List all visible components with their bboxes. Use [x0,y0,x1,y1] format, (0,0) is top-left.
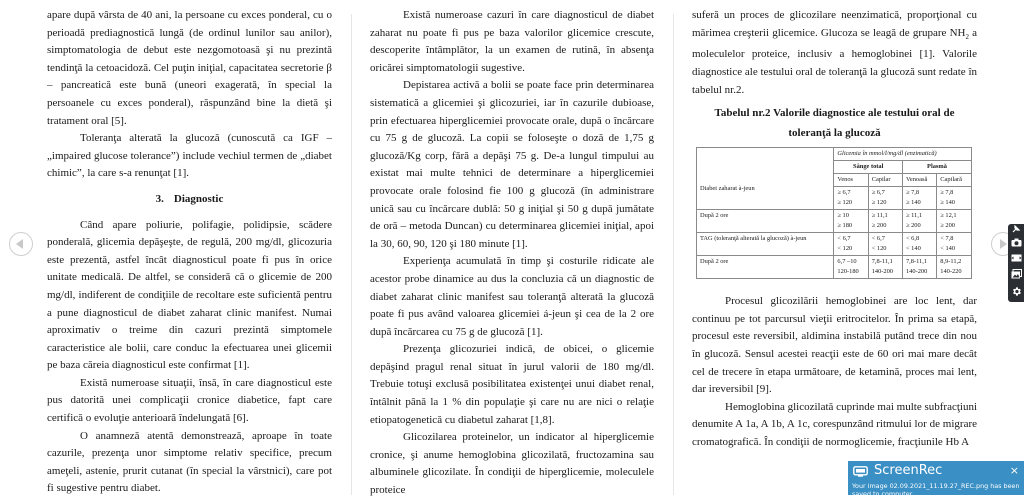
table-sub-header: Capilară [937,174,972,187]
paragraph: Există numeroase situaţii, însă, în care diagnosticul este pus datorită unei complicaţii cronice diabetice, fapt care certifică o evoluţie anterioară îndelungată [6]. [47,376,332,425]
section-number: 3. [155,192,164,205]
toast-title: ScreenRec [874,463,943,478]
paragraph: Experienţa acumulată în timp şi costurile ridicate ale acestor probe dinamice au dus la concluzia că un diagnostic de diabet zaharat clinic manifest sau toleranţă alterată la glucoză poate fi pus având valoarea glicemiei á-jeun şi cea de la 2 ore după încărcarea cu 75 g de glucoză [1]. [370,255,654,338]
document-column-2 [370,7,654,502]
table-cell: ≥ 6,7 ≥ 120 [868,187,902,210]
paragraph: suferă un proces de glicozilare neenzimatică, proporţional cu mărimea creşterii glicemice. Glucoza se leagă de grupare $NH_2$ a moleculelor proteice, inclusiv a hemoglobinei [1]. Valorile diagnostice ale testului oral de toleranţă la glucoză sunt redate în tabelul nr.2. [692,9,977,96]
camera-icon[interactable] [1008,235,1024,249]
page-divider [351,14,352,495]
video-icon[interactable] [1008,251,1024,265]
table-sub-header: Venos [834,174,868,187]
table-cell: ≥ 11,1 ≥ 200 [902,210,936,233]
table-cell: ≥ 6,7 ≥ 120 [834,187,868,210]
table-sub-header: Capilar [868,174,902,187]
previous-page-button[interactable] [9,232,33,256]
paragraph: O anamneză atentă demonstrează, aproape în toate cazurile, prezenţa unor simptome relativ specifice, precum ameţeli, astenie, prurit cutanat (în special la vârstnici), care pot fi sugestive pentru diabet. [47,429,332,495]
paragraph: Prezenţa glicozuriei indică, de obicei, o glicemie depăşind pragul renal situat în jurul valorii de 180 mg/dl. Trebuie totuşi exclusă posibilitatea existenţei unui diabet renal, întâlnit până la 1 % din populaţie şi care nu are nici o relaţie etiopatogenetică cu diabetul zaharat [1,8]. [370,343,654,426]
table-row-label: După 2 ore [697,256,834,279]
table-row-label: Diabet zaharat à-jeun [697,148,834,210]
close-icon[interactable]: × [1009,464,1019,477]
gear-icon[interactable] [1008,284,1024,298]
paragraph: apare după vârsta de 40 ani, la persoane cu exces ponderal, cu o perioadă prediagnostică lungă (de ordinul lunilor sau anilor), simptomatologia de debut este nezgomotoasă şi nu prezintă tendinţă la cetoacidoză. Cel puţin iniţial, capacitatea secretorie β – pancreatică este bună (uneori exagerată, în special la persoanele cu exces ponderal), răspunzând bine la dietă şi tratament oral [5]. [47,9,332,127]
table-cell: ≥ 12,1 ≥ 200 [937,210,972,233]
table-row [697,233,972,256]
section-title: Diagnostic [173,192,224,205]
table-cell: 6,7 –10 120-180 [834,256,868,279]
table-sub-header: Venoasă [902,174,936,187]
pin-icon[interactable] [1008,224,1024,234]
monitor-icon [853,466,868,477]
table-cell: ≥ 10 ≥ 180 [834,210,868,233]
paragraph: Există numeroase cazuri în care diagnosticul de diabet zaharat nu poate fi pus pe baza valorilor glicemice crescute, descoperite întâmplător, la un examen de rutină, în absenţa oricărei simptomatologii sugestive. [370,9,654,74]
table-row [697,256,972,279]
section-heading [47,191,332,209]
table-cell: < 7,8 < 140 [937,233,972,256]
table-cell: < 6,7 < 120 [868,233,902,256]
table-header-caption: Glicemia în mmol/l/mg/dl (enzimatică) [834,148,972,161]
table-cell: < 6,7 < 120 [834,233,868,256]
screenrec-notification[interactable] [848,461,1024,498]
table-cell: 8,9-11,2 140-220 [937,256,972,279]
table-row-label: TAG (toleranţă alterată la glucoză) à-jeun [697,233,834,256]
table-cell: 7,8-11,1 140-200 [902,256,936,279]
table-row [697,210,972,233]
page-divider [673,14,674,495]
paragraph: Toleranţa alterată la glucoză (cunoscută ca IGF – „impaired glucose tolerance”) include vechiul termen de „diabet chimic”, la care s-a renunţat [1]. [47,132,332,180]
table-group-header: Sânge total [834,161,903,174]
paragraph: Hemoglobina glicozilată cuprinde mai multe subfracţiuni denumite A 1a, A 1b, A 1c, corespunzând ritmului lor de migrare cromatografică. În condiţii de normoglicemie, fracţiunile Hb A [692,400,977,448]
paragraph: Când apare poliurie, polifagie, polidipsie, scădere ponderală, glicemia depăşeşte, de regulă, 200 mg/dl, glicozuria este prezentă, astfel încât diagnosticul poate fi pus în orice unitate medicală. De altfel, se consideră că o glicemie de 200 mg/dl, indiferent de condiţiile de recoltare este suficientă pentru a pune diagnosticul de diabet zaharat clinic manifest. Numai aproximativ o treime din cazuri prezintă simptomele caracteristice ale bolii, care conduc la efectuarea unei glicemii pe baza căreia diagnosticul este confirmat [1]. [47,218,332,372]
gallery-icon[interactable] [1008,267,1024,281]
paragraph: Glicozilarea proteinelor, un indicator al hiperglicemie cronice, şi anume hemoglobina glicozilată, fructozamina sau albuminele glicozilate. În condiţii de hiperglicemie, moleculele proteice [370,431,654,497]
paragraph: Depistarea activă a bolii se poate face prin determinarea sistematică a glicemiei şi glicozuriei, iar în cazurile dubioase, prin efectuarea hiperglicemiei provocate orale, după o încărcare cu 75 g de glucoză. La copii se foloseşte o doză de 1,75 g glucoză/Kg corp, fără a depăşi 75 g. De-a lungul timpului au existat mai multe tehnici de determinare a hiperglicemiei provocate orale folosind fie 100 g glucoză (în administrare unică sau cu încărcare dublă: 50 g iniţial şi 50 g după jumătate de oră – metoda Duncan) cu determinarea glicemiei iniţial, apoi la 30, 60, 90, 120 şi 180 minute [1]. [370,79,654,250]
table-cell: ≥ 11,1 ≥ 200 [868,210,902,233]
table-caption: Tabelul nr.2 Valorile diagnostice ale testului oral de toleranţă la glucoză [714,107,955,140]
toast-message: Your image 02.09.2021_11.19.27_REC.png has been saved to computer [852,482,1020,498]
table-cell: < 6,8 < 140 [902,233,936,256]
document-column-3 [692,7,977,502]
chevron-right-icon [1000,239,1007,249]
table-cell: 7,8-11,1 140-200 [868,256,902,279]
screenrec-side-toolbar [1008,224,1024,302]
table-row-label: După 2 ore [697,210,834,233]
table-cell: ≥ 7,8 ≥ 140 [937,187,972,210]
glucose-tolerance-table [696,147,972,279]
table-cell: ≥ 7,8 ≥ 140 [902,187,936,210]
document-column-1 [47,7,332,502]
chevron-left-icon [16,239,23,249]
table-group-header: Plasmă [902,161,971,174]
paragraph: Procesul glicozilării hemoglobinei are loc lent, dar continuu pe tot parcursul vieţii eritrocitelor. În prima sa etapă, procesul este reversibil, aldimina instabilă putând trece din nou în glucoză. Sensul acestei reacţii este de 60 ori mai mare decât cel de trecere în etapa următoare, de ketamină, proces mai lent, dar ireversibil [9]. [692,295,977,396]
